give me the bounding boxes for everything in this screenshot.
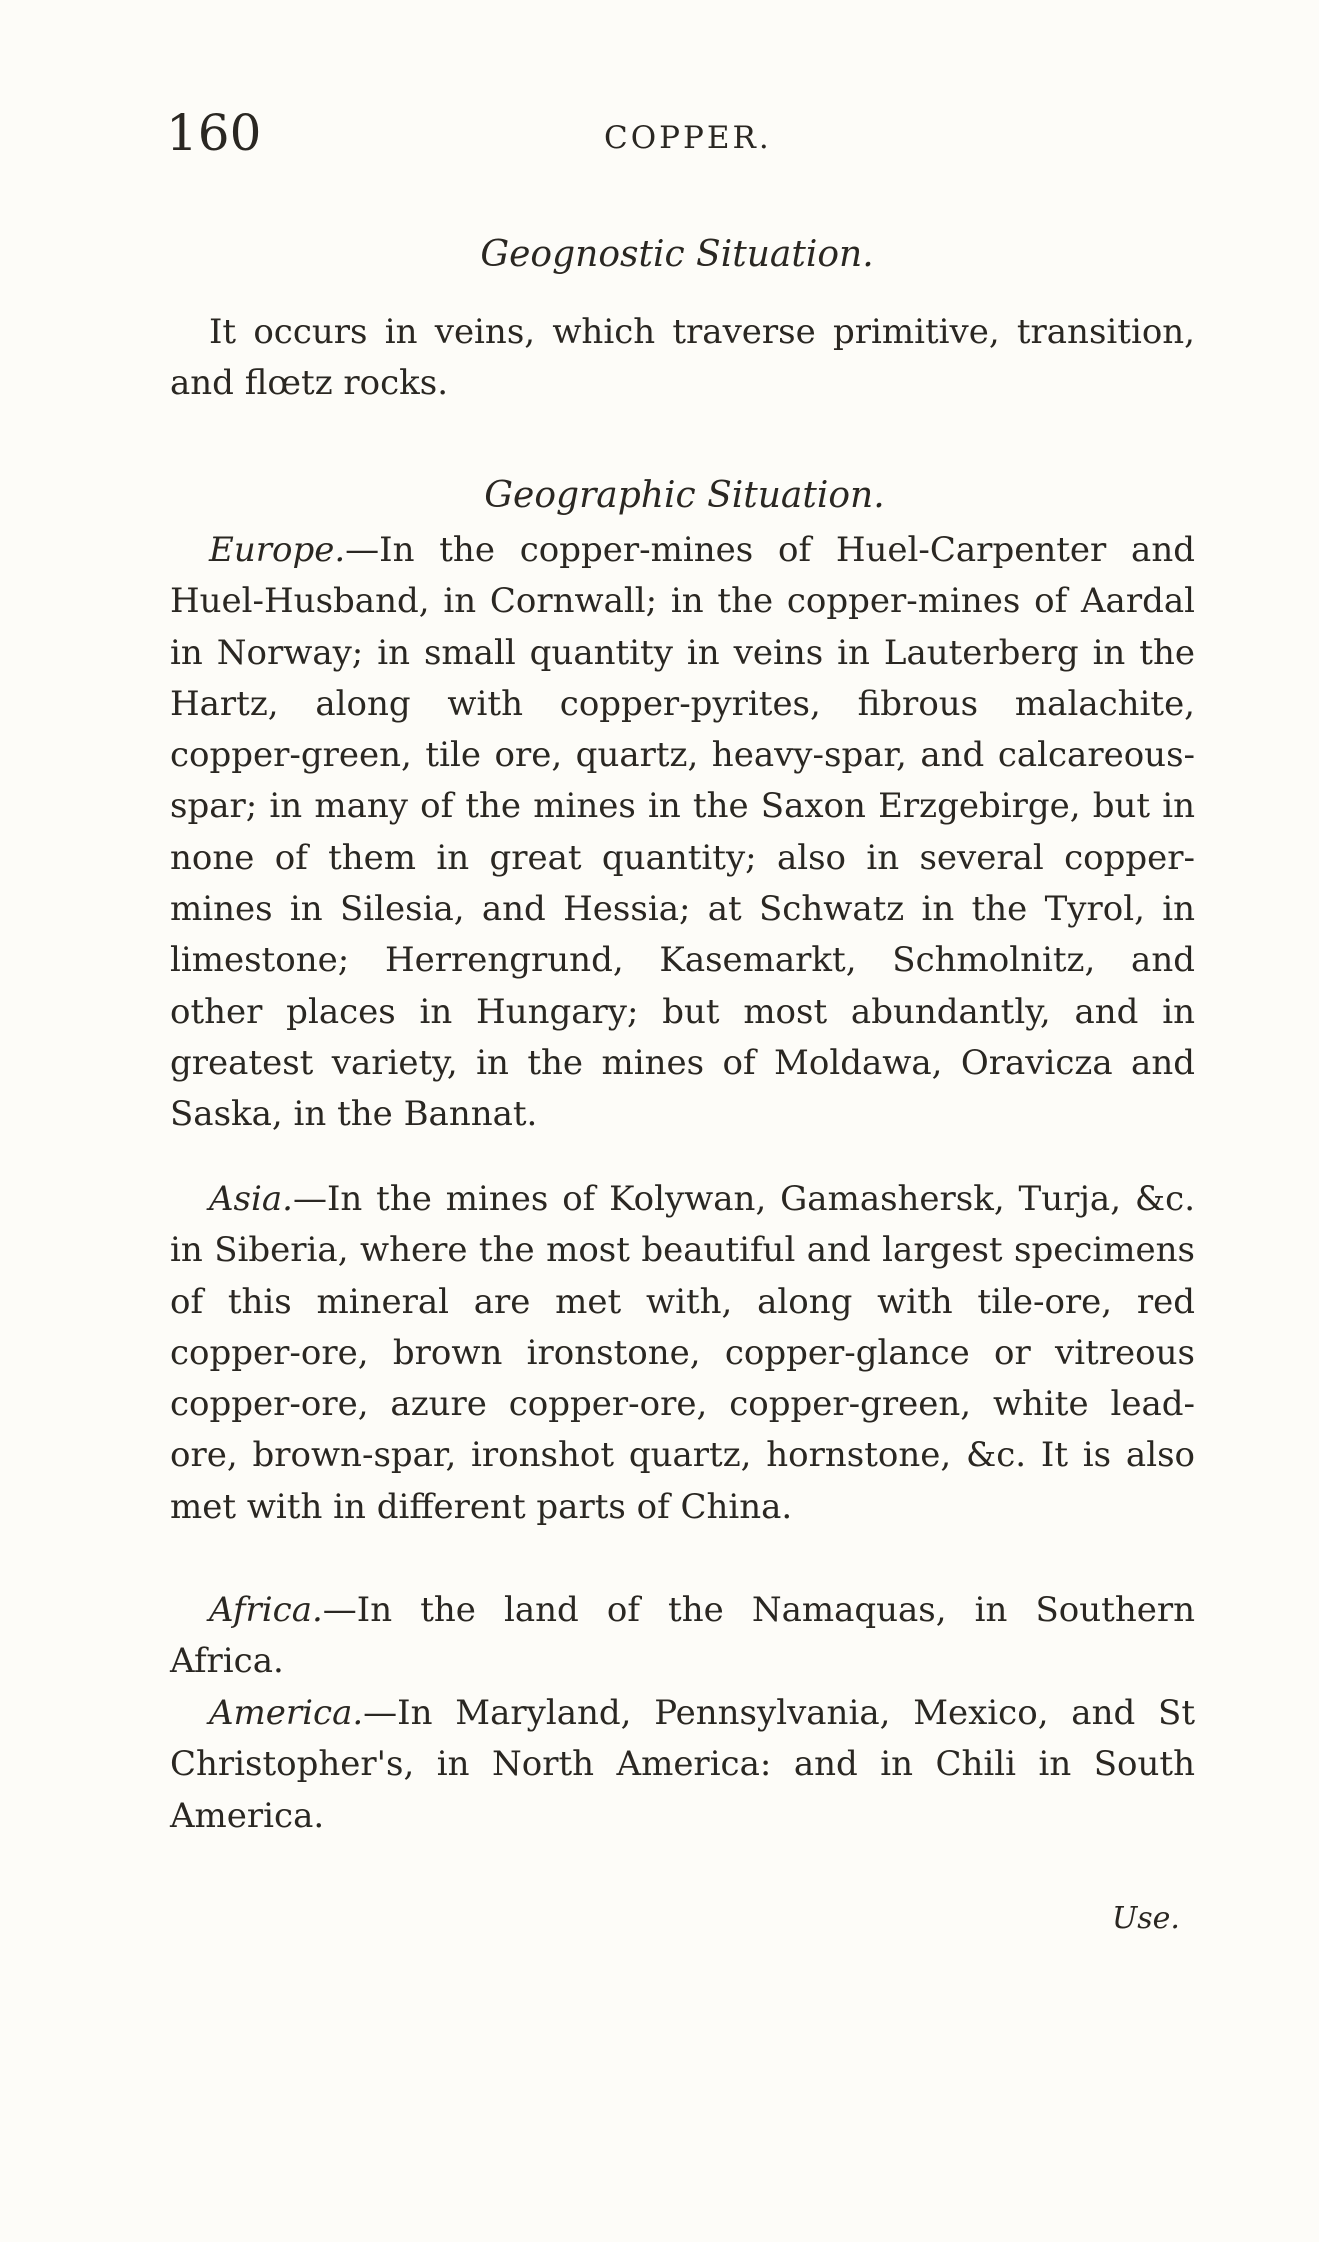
geognostic-paragraph: It occurs in veins, which traverse primitive, transition, and flœtz rocks. — [170, 312, 1195, 404]
region-label-africa: Africa. — [209, 1590, 323, 1630]
africa-text: —In the land of the Namaquas, in Southern Africa. — [170, 1590, 1195, 1682]
geognostic-heading: Geognostic Situation. — [480, 234, 874, 275]
asia-text: —In the mines of Kolywan, Gamashersk, Turja, &c. in Siberia, where the most beautiful and largest specimens of this mineral are met with, along with tile-ore, red copper-ore, brown ironstone, copper-glance or vitreous copper-ore, azure copper-ore, copper-green, white lead-ore, brown-spar, ironshot quartz, hornstone, &c. It is also met with in different parts of China. — [170, 1179, 1195, 1527]
catchword: Use. — [1112, 1901, 1180, 1936]
america-paragraph — [170, 1688, 1195, 1842]
region-label-asia: Asia. — [209, 1179, 293, 1219]
africa-paragraph — [170, 1585, 1195, 1688]
asia-paragraph — [170, 1174, 1195, 1533]
geographic-heading: Geographic Situation. — [484, 475, 885, 516]
europe-text: —In the copper-mines of Huel-Carpenter and Huel-Husband, in Cornwall; in the copper-mines of Aardal in Norway; in small quantity in veins in Lauterberg in the Hartz, along with copper-pyrites, fibrous malachite, copper-green, tile ore, quartz, heavy-spar, and calcareous-spar; in many of the mines in the Saxon Erzgebirge, but in none of them in great quantity; also in several copper-mines in Silesia, and Hessia; at Schwatz in the Tyrol, in limestone; Herrengrund, Kasemarkt, Schmolnitz, and other places in Hungary; but most abundantly, and in greatest variety, in the mines of Moldawa, Oravicza and Saska, in the Bannat. — [170, 530, 1195, 1135]
region-label-america: America. — [209, 1693, 364, 1733]
region-label-europe: Europe. — [209, 530, 346, 570]
page-number: 160 — [166, 104, 262, 162]
europe-paragraph — [170, 525, 1195, 1141]
america-text: —In Maryland, Pennsylvania, Mexico, and St Christopher's, in North America: and in Chili in South America. — [170, 1693, 1195, 1836]
running-head: COPPER. — [604, 120, 772, 156]
